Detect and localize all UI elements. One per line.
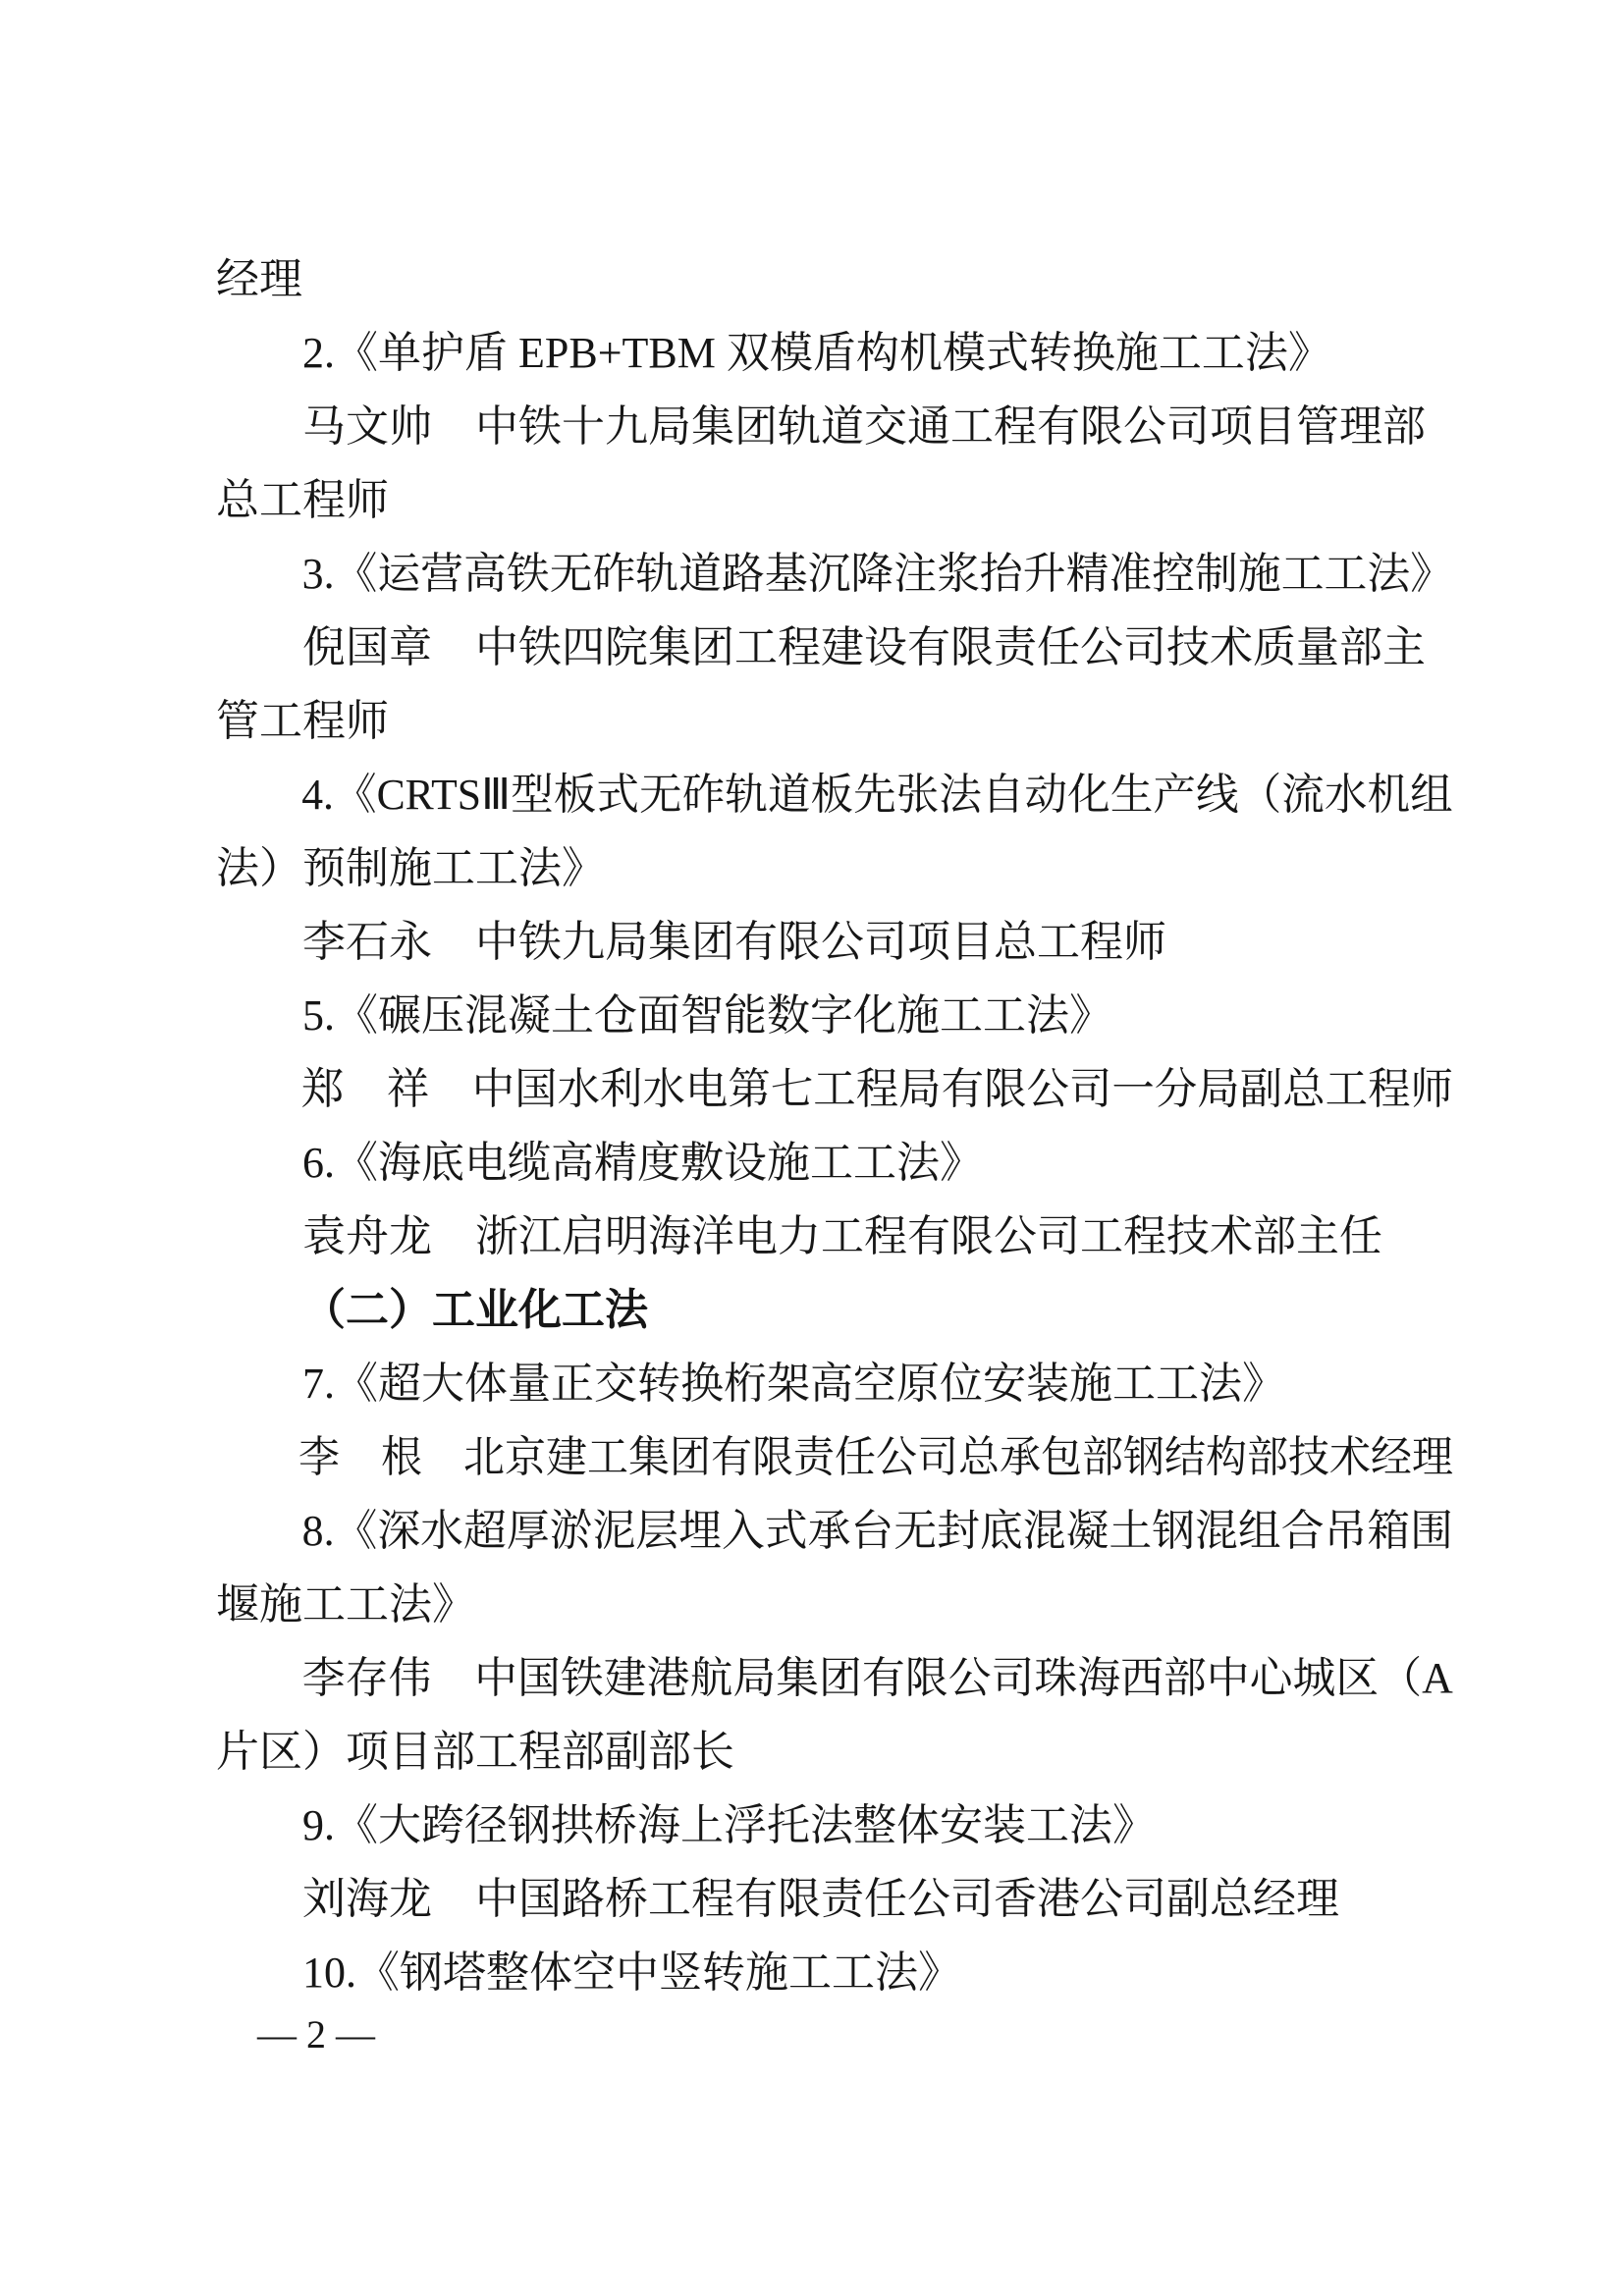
text-line: 3.《运营高铁无砟轨道路基沉降注浆抬升精准控制施工工法》: [301, 550, 1454, 598]
text-line: 9.《大跨径钢拱桥海上浮托法整体安装工法》: [302, 1801, 1156, 1849]
text-line: 李石永 中铁九局集团有限公司项目总工程师: [302, 918, 1166, 966]
page-number: — 2 —: [257, 2012, 375, 2056]
text-line: 经理: [216, 255, 302, 303]
text-line: 李 根 北京建工集团有限责任公司总承包部钢结构部技术经理: [298, 1433, 1453, 1481]
text-line: 5.《碾压混凝土仓面智能数字化施工工法》: [302, 991, 1112, 1040]
text-line: 李存伟 中国铁建港航局集团有限公司珠海西部中心城区（A: [301, 1654, 1453, 1702]
document-body: [216, 242, 1453, 2009]
text-line: 管工程师: [216, 697, 389, 745]
text-line: 倪国章 中铁四院集团工程建设有限责任公司技术质量部主: [302, 623, 1426, 671]
text-line: 8.《深水超厚淤泥层埋入式承台无封底混凝土钢混组合吊箱围: [301, 1507, 1454, 1555]
text-line: 法）预制施工工法》: [216, 844, 605, 892]
section-heading: （二）工业化工法: [302, 1286, 648, 1334]
text-line: 6.《海底电缆高精度敷设施工工法》: [302, 1139, 983, 1187]
text-line: 马文帅 中铁十九局集团轨道交通工程有限公司项目管理部: [302, 402, 1426, 451]
text-line: 4.《CRTSⅢ型板式无砟轨道板先张法自动化生产线（流水机组: [301, 771, 1453, 819]
text-line: 10.《钢塔整体空中竖转施工工法》: [302, 1949, 961, 1997]
text-line: 袁舟龙 浙江启明海洋电力工程有限公司工程技术部主任: [302, 1212, 1382, 1260]
text-line: 刘海龙 中国路桥工程有限责任公司香港公司副总经理: [302, 1875, 1339, 1923]
text-line: 片区）项目部工程部副部长: [216, 1728, 734, 1776]
text-line: 7.《超大体量正交转换桁架高空原位安装施工工法》: [302, 1360, 1285, 1408]
text-line: 总工程师: [216, 476, 389, 524]
text-line: 堰施工工法》: [216, 1580, 475, 1629]
text-line: 郑 祥 中国水利水电第七工程局有限公司一分局副总工程师: [300, 1065, 1454, 1113]
text-line: 2.《单护盾 EPB+TBM 双模盾构机模式转换施工工法》: [302, 329, 1331, 377]
